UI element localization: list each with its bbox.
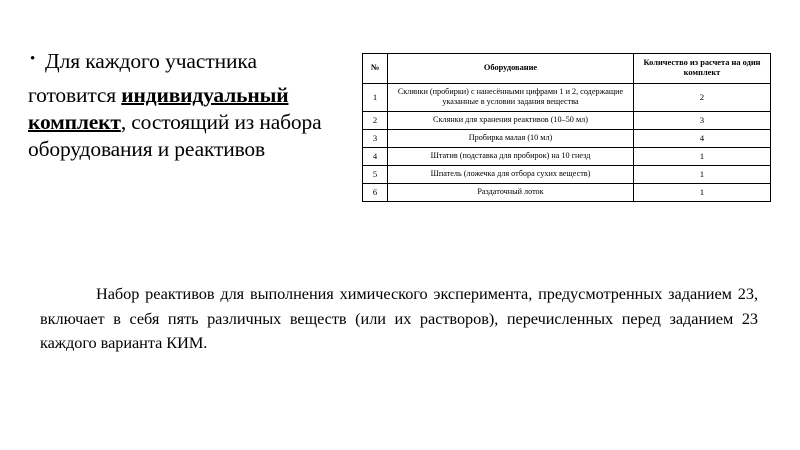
table-header: [363, 54, 771, 84]
cell-number: 1: [363, 83, 388, 111]
table-row: [363, 111, 771, 129]
column-header-equipment: Оборудование: [388, 54, 634, 84]
cell-quantity: 1: [634, 165, 771, 183]
table-body: [363, 83, 771, 201]
table-row: [363, 147, 771, 165]
equipment-table: [362, 53, 771, 202]
cell-number: 6: [363, 183, 388, 201]
cell-equipment: Склянки для хранения реактивов (10–50 мл): [388, 111, 634, 129]
cell-equipment: Раздаточный лоток: [388, 183, 634, 201]
bullet-item-body: [28, 82, 346, 163]
cell-quantity: 3: [634, 111, 771, 129]
cell-quantity: 2: [634, 83, 771, 111]
cell-quantity: 1: [634, 147, 771, 165]
cell-number: 5: [363, 165, 388, 183]
table-row: [363, 129, 771, 147]
cell-quantity: 1: [634, 183, 771, 201]
cell-quantity: 4: [634, 129, 771, 147]
bullet-item-first-line: [28, 48, 346, 76]
equipment-table-container: [362, 53, 770, 202]
bullet-body-suffix: , состоящий из набора оборудования и реактивов: [28, 110, 322, 162]
cell-number: 4: [363, 147, 388, 165]
cell-equipment: Пробирка малая (10 мл): [388, 129, 634, 147]
column-header-quantity: Количество из расчета на один комплект: [634, 54, 771, 84]
column-header-number: №: [363, 54, 388, 84]
table-header-row: [363, 54, 771, 84]
bullet-body-prefix: готовится: [28, 82, 122, 107]
table-row: [363, 83, 771, 111]
cell-equipment: Шпатель (ложечка для отбора сухих веществ): [388, 165, 634, 183]
bullet-text-block: [28, 48, 346, 163]
body-paragraph: Набор реактивов для выполнения химического эксперимента, предусмотренных заданием 23, включает в себя пять различных веществ (или их растворов), перечисленных перед заданием 23 каждого варианта КИМ.: [40, 284, 758, 353]
cell-number: 3: [363, 129, 388, 147]
bullet-first-line-text: Для каждого участника: [45, 49, 257, 73]
cell-equipment: Штатив (подставка для пробирок) на 10 гнезд: [388, 147, 634, 165]
cell-number: 2: [363, 111, 388, 129]
bullet-body-emphasis: индивидуальный комплект: [28, 82, 289, 135]
table-row: [363, 183, 771, 201]
cell-equipment: Склянки (пробирки) с нанесёнными цифрами 1 и 2, содержащие указанные в условии задания вещества: [388, 83, 634, 111]
table-row: [363, 165, 771, 183]
